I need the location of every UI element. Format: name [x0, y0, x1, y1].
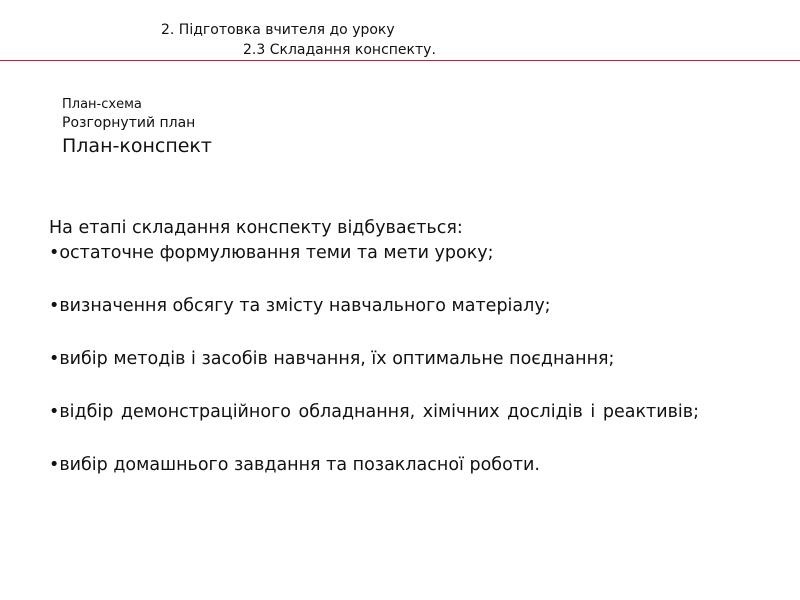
bullet-item: •визначення обсягу та змісту навчального матеріалу;	[49, 296, 551, 316]
plan-type-outline: План-конспект	[62, 135, 212, 157]
spacer	[49, 319, 713, 347]
spacer	[49, 425, 713, 453]
spacer	[49, 372, 713, 400]
bullet-item: •відбір демонстраційного обладнання, хімічних дослідів і реактивів;	[49, 402, 699, 422]
bullet-item: •вибір домашнього завдання та позакласної роботи.	[49, 455, 540, 475]
section-title: 2. Підготовка вчителя до уроку	[161, 22, 395, 38]
bullet-item: •вибір методів і засобів навчання, їх оптимальне поєднання;	[49, 349, 615, 369]
plan-types-list	[62, 96, 212, 159]
summary-text-block	[49, 216, 713, 478]
spacer	[49, 266, 713, 294]
subsection-title: 2.3 Складання конспекту.	[243, 42, 436, 58]
header-divider	[0, 60, 800, 61]
bullet-item: •остаточне формулювання теми та мети уроку;	[49, 243, 494, 263]
plan-type-scheme: План-схема	[62, 97, 142, 112]
plan-type-detailed: Розгорнутий план	[62, 115, 196, 131]
intro-text: На етапі складання конспекту відбувається:	[49, 218, 463, 238]
